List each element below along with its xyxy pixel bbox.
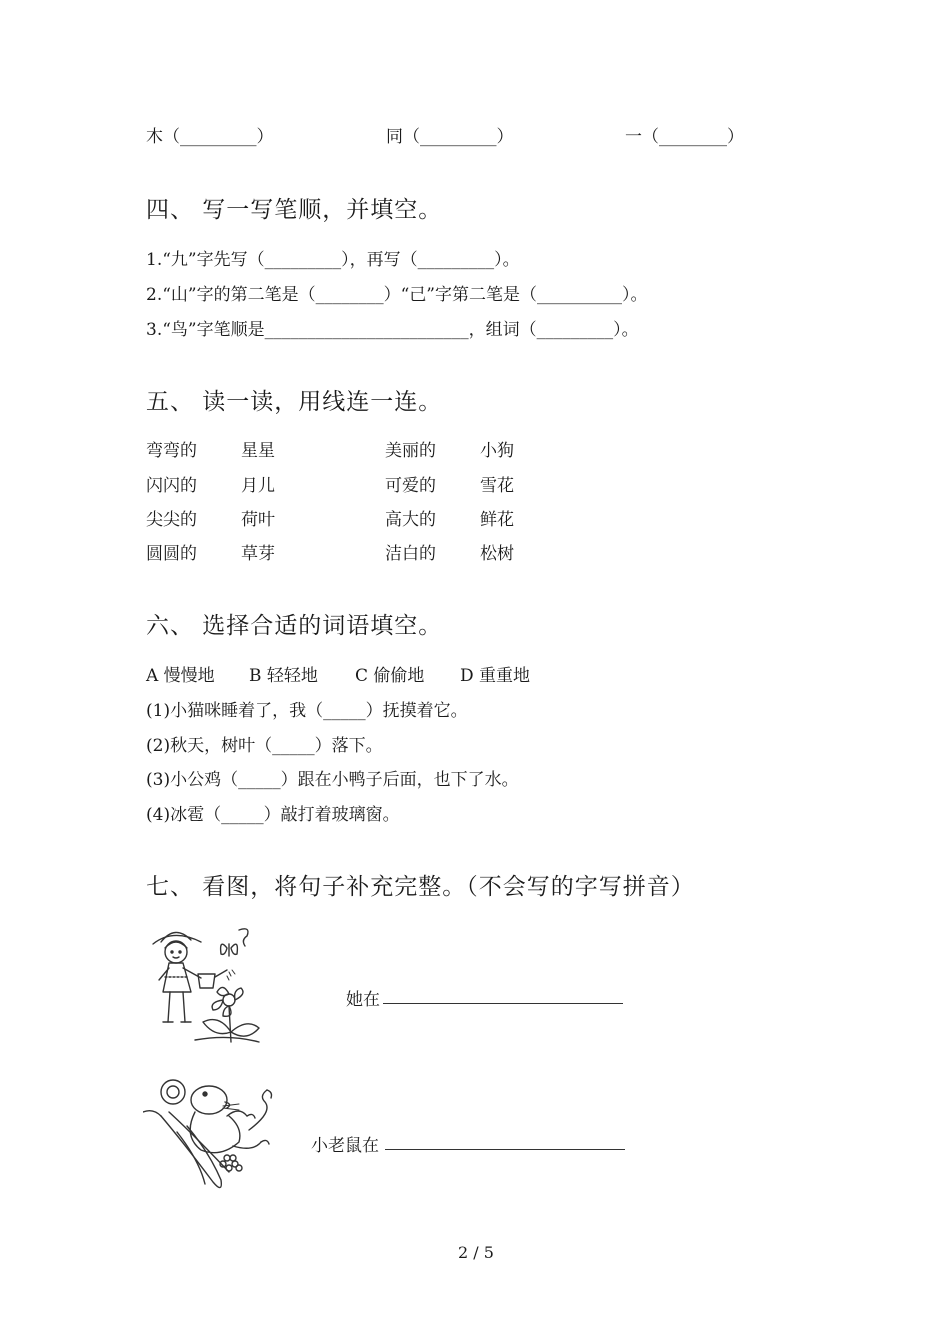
sentence-2-answer-line[interactable] [385,1149,625,1150]
match-left-noun-2: 月儿 [241,476,275,496]
top-item-yi: 一（________） [625,127,744,147]
section6-item-2: (2)秋天，树叶（_____）落下。 [146,736,383,756]
section6-item-1: (1)小猫咪睡着了，我（_____）抚摸着它。 [146,701,468,721]
section7-title: 七、 看图，将句子补充完整。（不会写的字写拼音） [146,874,695,900]
option-c: C 偷偷地 [355,666,425,686]
match-right-adj-4: 洁白的 [385,544,436,564]
option-a: A 慢慢地 [146,666,215,686]
option-d: D 重重地 [460,666,531,686]
section6-item-3: (3)小公鸡（_____）跟在小鸭子后面，也下了水。 [146,770,519,790]
match-left-noun-4: 草芽 [241,544,275,564]
sentence-1-answer-line[interactable] [383,1003,623,1004]
match-left-noun-3: 荷叶 [241,510,275,530]
match-left-adj-1: 弯弯的 [146,441,197,461]
match-right-adj-2: 可爱的 [385,476,436,496]
section4-line-2: 2.“山”字的第二笔是（________）“己”字第二笔是（__________）。 [146,285,648,305]
section4-line-1: 1.“九”字先写（_________），再写（_________）。 [146,250,520,270]
match-left-adj-2: 闪闪的 [146,476,197,496]
section6-item-4: (4)冰雹（_____）敲打着玻璃窗。 [146,805,400,825]
mouse-on-corn-illustration [143,1072,293,1194]
sentence-2-prefix: 小老鼠在 [311,1136,379,1156]
match-left-noun-1: 星星 [241,441,275,461]
match-left-adj-4: 圆圆的 [146,544,197,564]
top-item-tong: 同（_________） [386,127,514,147]
girl-watering-flowers-illustration [143,922,263,1047]
page-number: 2 / 5 [458,1243,494,1262]
match-right-noun-4: 松树 [480,544,514,564]
section5-title: 五、 读一读，用线连一连。 [146,389,443,415]
top-item-mu: 木（_________） [146,127,274,147]
match-right-noun-3: 鲜花 [480,510,514,530]
section4-line-3: 3.“鸟”字笔顺是________________________，组词（_________）。 [146,320,639,340]
section4-title: 四、 写一写笔顺，并填空。 [146,197,443,223]
option-b: B 轻轻地 [249,666,318,686]
match-right-adj-3: 高大的 [385,510,436,530]
section6-title: 六、 选择合适的词语填空。 [146,613,443,639]
match-left-adj-3: 尖尖的 [146,510,197,530]
match-right-noun-2: 雪花 [480,476,514,496]
match-right-adj-1: 美丽的 [385,441,436,461]
sentence-1-prefix: 她在 [346,990,380,1010]
match-right-noun-1: 小狗 [480,441,514,461]
